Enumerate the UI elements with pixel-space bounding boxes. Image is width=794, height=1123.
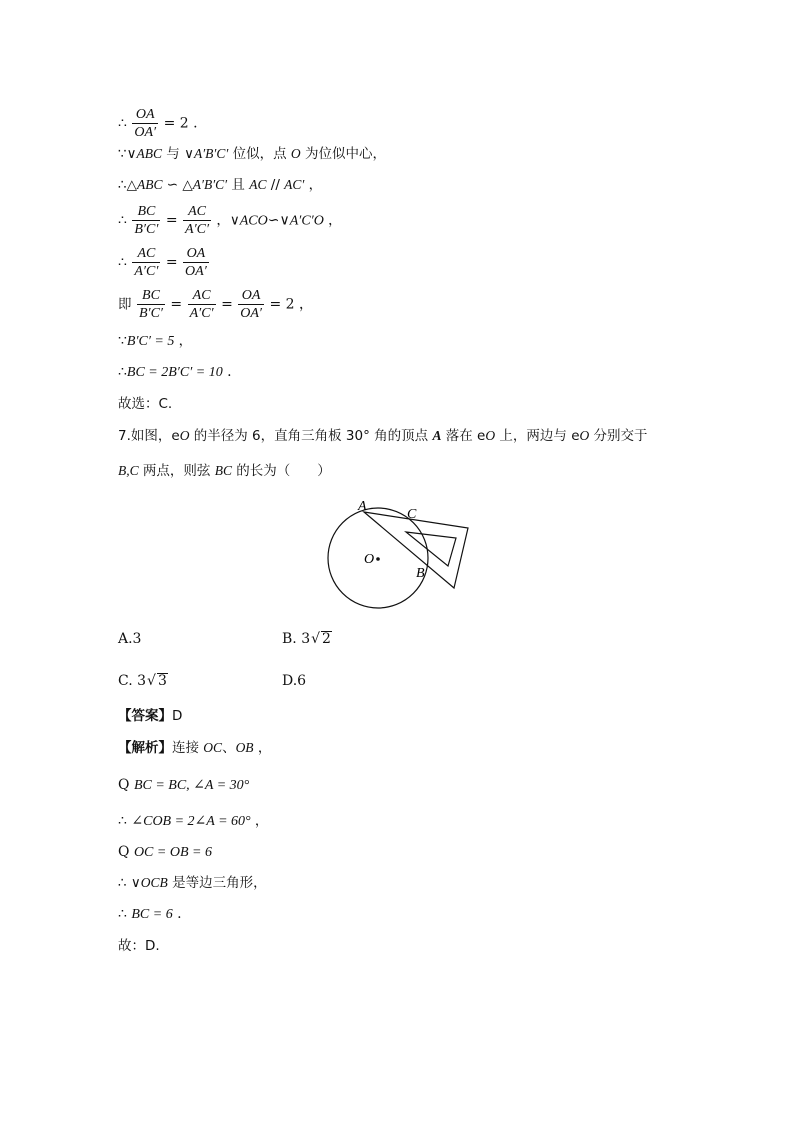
circle-symbol: e xyxy=(477,428,486,444)
text-part: 且 xyxy=(227,177,250,193)
therefore-symbol: ∴ xyxy=(118,212,127,229)
equals-text: = 2 ， xyxy=(269,296,313,313)
point-name: O xyxy=(179,428,190,443)
text-part: ， xyxy=(323,212,342,229)
final-choice-c xyxy=(118,395,172,413)
text-part: ，∨ xyxy=(212,212,240,229)
text-part: ， xyxy=(250,813,269,829)
text-part: 的半径为 6，直角三角板 30° 角的顶点 xyxy=(189,428,433,444)
expression: BC = 2B′C′ = 10 xyxy=(126,365,223,380)
solution-step-2 xyxy=(118,812,268,831)
expression: B′C′ = 5 xyxy=(126,334,175,349)
analysis-line xyxy=(118,739,271,757)
numerator: OA xyxy=(183,245,209,263)
numerator: BC xyxy=(137,287,165,305)
step-given-bc-prime xyxy=(118,332,192,351)
text-part: 两点，则弦 xyxy=(138,463,215,479)
text-part: ∽ △ xyxy=(162,177,193,193)
denominator: B′C′ xyxy=(138,306,163,321)
analysis-tag: 【解析】 xyxy=(118,740,172,756)
text-part: 连接 xyxy=(172,740,204,756)
fraction-oa-oa-prime xyxy=(132,106,158,141)
point-names: B,C xyxy=(118,463,139,478)
text-part: . xyxy=(222,364,232,380)
fraction xyxy=(132,245,160,280)
circle-symbol: e xyxy=(171,428,180,444)
point-name: A xyxy=(432,428,442,443)
therefore-symbol: ∴ xyxy=(118,813,127,829)
text-part: ∵∨ xyxy=(118,146,137,162)
triangle-name: ACO∽∨A′C′O xyxy=(239,213,324,229)
because-symbol: ∵ xyxy=(118,333,127,349)
point-name: O xyxy=(579,428,590,443)
text-part: // xyxy=(266,177,285,193)
circle-symbol: e xyxy=(571,428,580,444)
expression: BC = BC, ∠A = 30° xyxy=(133,778,250,793)
segment-name: OB xyxy=(235,740,254,755)
triangle-name: ABC xyxy=(136,177,163,192)
segment-name: BC xyxy=(214,463,232,478)
answer-value: D xyxy=(172,708,183,724)
denominator: A′C′ xyxy=(134,264,159,279)
equals-sign: = xyxy=(165,254,178,271)
fraction xyxy=(183,245,209,280)
triangle-name: ABC xyxy=(136,146,162,161)
text-part: 故选：C. xyxy=(118,396,173,412)
therefore-symbol: ∴ xyxy=(118,254,127,271)
therefore-symbol: ∴ xyxy=(118,115,127,132)
solution-final xyxy=(118,937,160,955)
option-text: C. 3 xyxy=(118,673,147,689)
text-part: 、 xyxy=(222,740,236,756)
question-7-line2 xyxy=(118,462,331,480)
text-part: . xyxy=(172,906,182,922)
fraction xyxy=(188,287,216,322)
step-bc-result xyxy=(118,363,232,382)
text-part: 位似，点 xyxy=(228,146,291,162)
option-c: C. 3√ 3 xyxy=(118,673,167,689)
answer-tag: 【答案】 xyxy=(118,708,172,724)
text-part: 为位似中心， xyxy=(300,146,386,162)
radicand: 2 xyxy=(322,631,331,647)
expression: BC = 6 xyxy=(131,907,173,922)
text-part: 故：D. xyxy=(118,938,160,954)
numerator: BC xyxy=(132,203,160,221)
text-part: ∴△ xyxy=(118,177,137,193)
triangle-name: A′B′C′ xyxy=(193,146,229,161)
denominator: B′C′ xyxy=(134,222,159,237)
step-ratio-bc-ac xyxy=(118,203,342,238)
option-text: B. 3 xyxy=(282,631,311,647)
segment-name: OC xyxy=(203,740,223,755)
option-text: D.6 xyxy=(282,673,307,689)
triangle-name: ∨OCB xyxy=(130,875,168,890)
triangle-name: A′B′C′ xyxy=(192,177,228,192)
denominator: A′C′ xyxy=(189,306,214,321)
equals-sign: = xyxy=(170,296,183,313)
numerator: AC xyxy=(188,287,216,305)
question-7-line1 xyxy=(118,427,648,445)
denominator: OA′ xyxy=(240,306,262,321)
label-b: B xyxy=(416,566,425,581)
segment-name: AC′ xyxy=(284,177,305,192)
text-part: ， xyxy=(304,177,323,193)
center-point xyxy=(376,557,380,561)
numerator: AC xyxy=(183,203,211,221)
expression: OC = OB = 6 xyxy=(133,845,212,860)
fraction xyxy=(183,203,211,238)
solution-step-3 xyxy=(118,843,212,862)
option-text: A.3 xyxy=(118,631,142,647)
answer-line xyxy=(118,707,182,725)
text-part: ， xyxy=(174,333,193,349)
expression: ∠COB = 2∠A = 60° xyxy=(131,814,251,829)
radicand: 3 xyxy=(157,673,167,689)
numerator: OA xyxy=(132,106,158,124)
denominator: OA′ xyxy=(134,125,157,140)
step-ratio-ac-oa xyxy=(118,245,210,280)
segment-name: AC xyxy=(249,177,267,192)
solution-step-4 xyxy=(118,874,267,892)
solution-step-5 xyxy=(118,905,182,924)
therefore-symbol: ∴ xyxy=(118,875,127,891)
text-part: ， xyxy=(253,740,272,756)
point-name: O xyxy=(485,428,496,443)
fraction xyxy=(132,203,160,238)
equals-sign: = xyxy=(221,296,233,313)
text-part: 是等边三角形， xyxy=(167,875,267,891)
numerator: AC xyxy=(132,245,160,263)
text-part: 7.如图， xyxy=(118,428,172,444)
step-ratio-oa xyxy=(118,106,198,141)
fraction xyxy=(238,287,264,322)
therefore-symbol: ∴ xyxy=(118,906,127,922)
text-part: 与 ∨ xyxy=(161,146,194,162)
point-name: O xyxy=(290,146,301,161)
step-similarity-statement xyxy=(118,145,386,163)
step-similar-triangles xyxy=(118,176,322,194)
because-symbol: Q xyxy=(118,777,130,793)
circle-triangle-figure xyxy=(318,496,478,616)
solution-step-1 xyxy=(118,776,249,795)
equals-text: = 2 . xyxy=(163,115,198,132)
label-c: C xyxy=(407,507,417,522)
label-a: A xyxy=(358,499,367,514)
triangle-board-inner xyxy=(406,532,456,566)
therefore-symbol: ∴ xyxy=(118,364,127,380)
because-symbol: Q xyxy=(118,844,130,860)
denominator: OA′ xyxy=(185,264,207,279)
option-d xyxy=(282,672,306,690)
numerator: OA xyxy=(238,287,264,305)
label-o: O xyxy=(364,552,375,567)
equals-sign: = xyxy=(165,212,178,229)
text-part: 落在 xyxy=(441,428,478,444)
step-combined-ratio xyxy=(118,287,313,322)
text-part: 即 xyxy=(118,296,132,313)
denominator: A′C′ xyxy=(185,222,210,237)
fraction xyxy=(137,287,165,322)
option-a xyxy=(118,630,141,648)
text-part: 的长为（ ） xyxy=(232,463,331,479)
text-part: 上，两边与 xyxy=(495,428,572,444)
text-part: 分别交于 xyxy=(589,428,648,444)
option-b: B. 3√ 2 xyxy=(282,631,331,647)
